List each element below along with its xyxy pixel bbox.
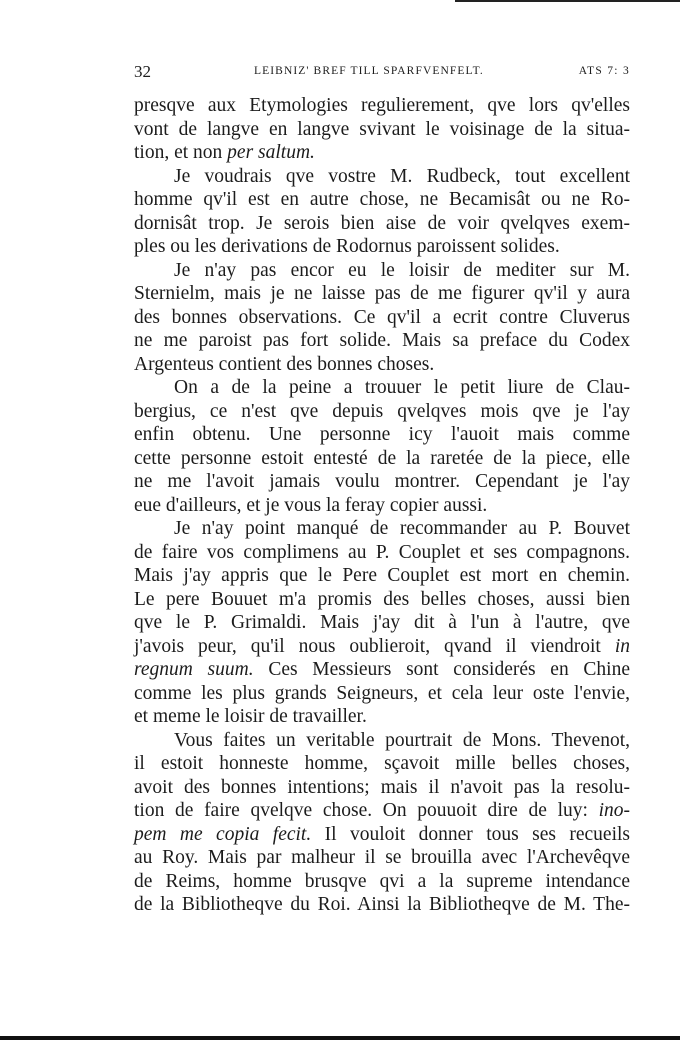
text-line: Mais j'ay appris que le Pere Couplet est mort en chemin.: [134, 565, 630, 586]
text-fragment: Ces Messieurs sont considerés en Chine: [253, 659, 630, 680]
italic-phrase: pem me copia fecit.: [134, 823, 312, 845]
text-line: des bonnes observations. Ce qv'il a ecrit contre Cluverus: [134, 306, 630, 328]
page-number: 32: [134, 62, 151, 81]
paragraph-first-line: Je n'ay point manqué de recommander au P. Bouvet: [174, 518, 630, 539]
running-title: LEIBNIZ' BREF TILL SPARFVENFELT.: [254, 65, 484, 77]
paragraph-first-line: Je n'ay pas encor eu le loisir de mediter sur M.: [174, 259, 630, 281]
text-line: de la Bibliotheqve du Roi. Ainsi la Bibliotheqve de M. The-: [134, 894, 630, 915]
text-line: ne me l'avoit jamais voulu montrer. Cependant je l'ay: [134, 471, 630, 492]
text-line: cette personne estoit entesté de la raretée de la piece, elle: [134, 447, 630, 469]
paragraph-first-line: Je voudrais qve vostre M. Rudbeck, tout excellent: [174, 165, 630, 187]
body-text: [134, 94, 630, 917]
text-line: de Reims, homme brusqve qvi a la supreme intendance: [134, 870, 630, 892]
text-line: Argenteus contient des bonnes choses.: [134, 353, 435, 375]
paragraph-first-line: On a de la peine a trouuer le petit liure de Clau-: [174, 377, 630, 398]
text-line: homme qv'il est en autre chose, ne Becamisât ou ne Ro-: [134, 189, 630, 210]
text-line: avoit des bonnes intentions; mais il n'avoit pas la resolu-: [134, 776, 630, 798]
text-line: comme les plus grands Seigneurs, et cela leur oste l'envie,: [134, 682, 630, 704]
text-line: dornisât trop. Je serois bien aise de voir qvelqves exem-: [134, 212, 630, 234]
text-line: Sternielm, mais je ne laisse pas de me figurer qv'il y aura: [134, 283, 630, 304]
top-edge-rule: [455, 0, 680, 2]
text-line: il estoit honneste homme, sçavoit mille belles choses,: [134, 753, 630, 774]
text-line: et meme le loisir de travailler.: [134, 706, 367, 727]
text-line: ne me paroist pas fort solide. Mais sa preface du Codex: [134, 330, 630, 351]
text-line: [134, 635, 630, 659]
text-line: vont de langve en langve svivant le voisinage de la situa-: [134, 118, 630, 140]
volume-reference: ATS 7: 3: [578, 65, 630, 77]
italic-phrase: regnum suum.: [134, 659, 254, 680]
text-line: qve le P. Grimaldi. Mais j'ay dit à l'un à l'autre, qve: [134, 612, 630, 633]
text-line: au Roy. Mais par malheur il se brouilla avec l'Archevêqve: [134, 847, 630, 868]
text-line: [134, 141, 630, 165]
italic-phrase: per saltum.: [227, 142, 315, 163]
text-line: ples ou les derivations de Rodornus paroissent solides.: [134, 236, 560, 257]
text-line: eue d'ailleurs, et je vous la feray copier aussi.: [134, 494, 488, 516]
bottom-edge-rule: [0, 1036, 680, 1040]
italic-word: in: [614, 635, 630, 657]
text-fragment: tion de faire qvelqve chose. On pouuoit dire de luy:: [134, 800, 599, 821]
text-line: [134, 658, 630, 682]
italic-word: ino-: [598, 800, 630, 821]
text-line: de faire vos complimens au P. Couplet et ses compagnons.: [134, 541, 630, 563]
text-line: enfin obtenu. Une personne icy l'auoit mais comme: [134, 424, 630, 445]
text-line: presqve aux Etymologies regulierement, qve lors qv'elles: [134, 95, 630, 116]
text-fragment: Il vouloit donner tous ses recueils: [311, 823, 630, 845]
text-line: [134, 799, 630, 823]
text-fragment: tion, et non: [134, 142, 228, 163]
text-line: Le pere Bouuet m'a promis des belles choses, aussi bien: [134, 588, 630, 610]
text-line: [134, 823, 630, 847]
paragraph-first-line: Vous faites un veritable pourtrait de Mons. Thevenot,: [174, 729, 630, 751]
text-line: bergius, ce n'est qve depuis qvelqves mois qve je l'ay: [134, 400, 630, 422]
page-header: [134, 62, 630, 84]
text-fragment: j'avois peur, qu'il nous oublieroit, qvand il viendroit: [134, 635, 615, 657]
